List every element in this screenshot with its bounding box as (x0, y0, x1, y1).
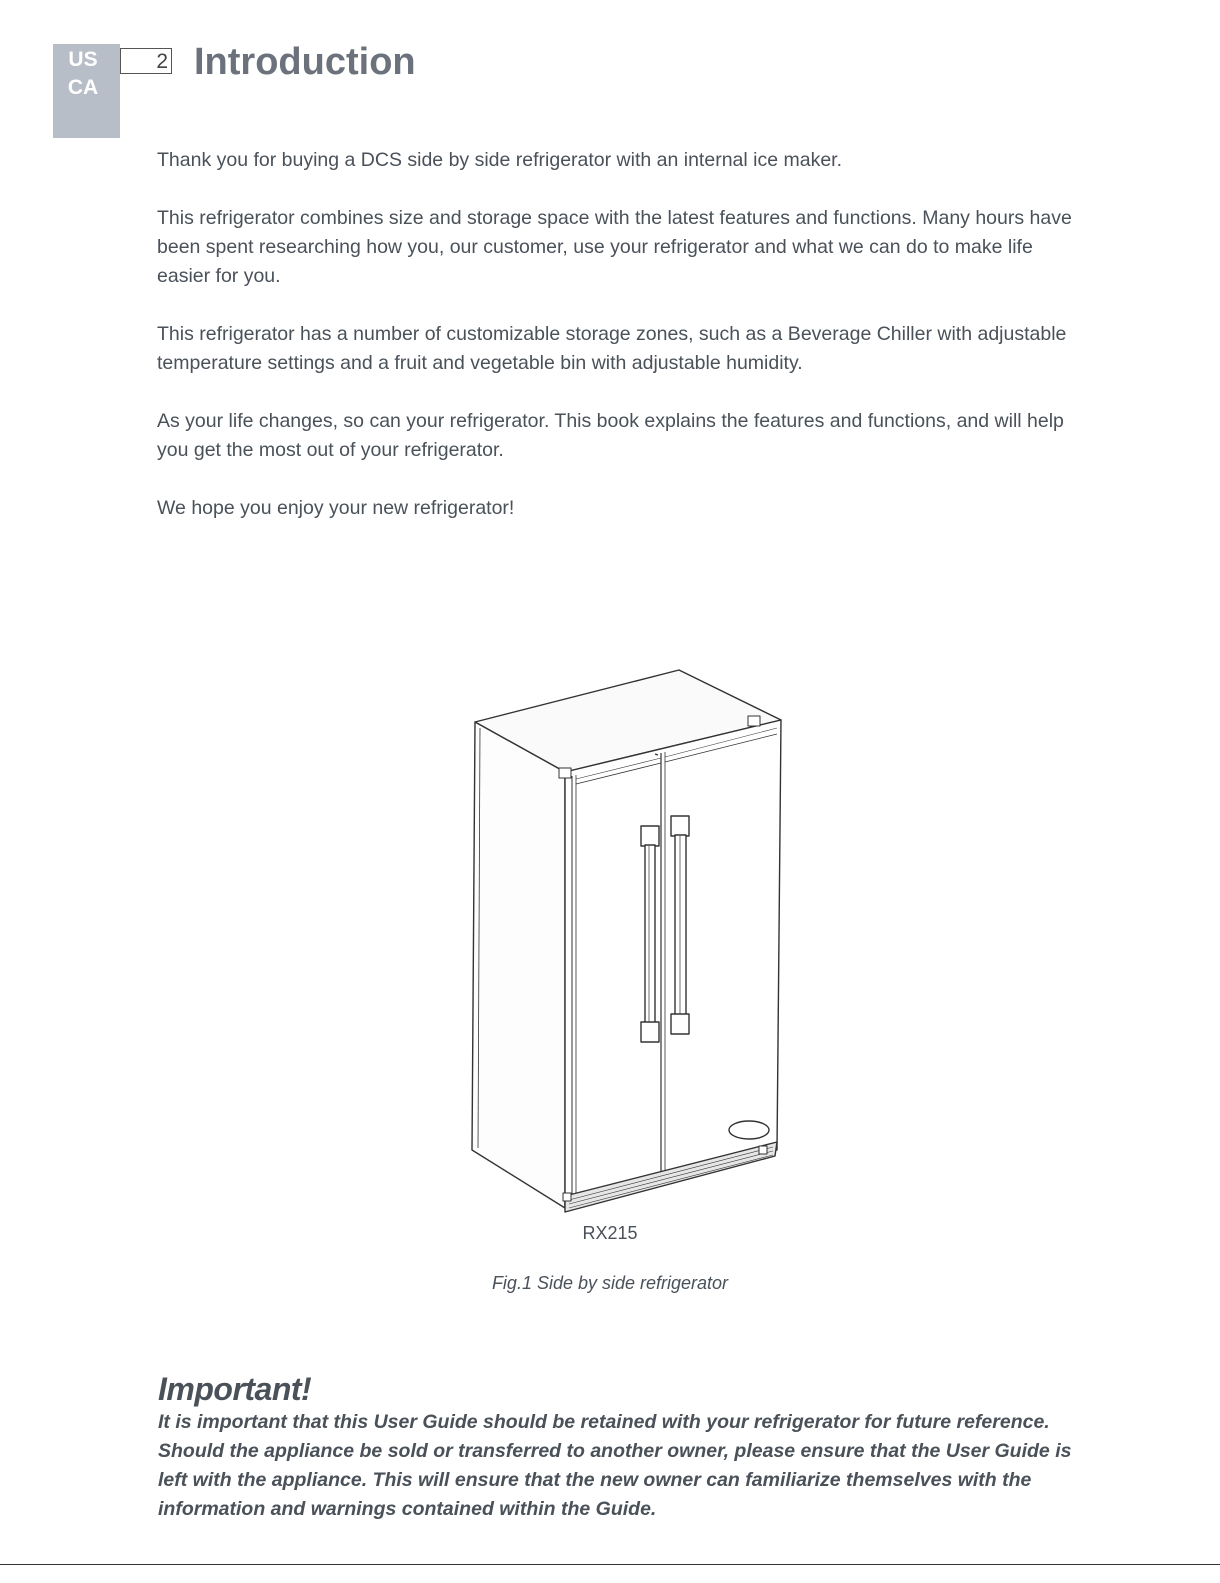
region-ca: CA (67, 76, 99, 99)
intro-paragraph-2: This refrigerator combines size and storage space with the latest features and functions. Many hours have been spent researching how you, our customer, use your refrigerator and what we can do to make life easier for you. (157, 207, 1072, 287)
figure-caption: Fig.1 Side by side refrigerator (491, 1273, 729, 1293)
region-tab (53, 44, 120, 138)
intro-paragraph-4: As your life changes, so can your refrigerator. This book explains the features and functions, and will help you get the most out of your refrigerator. (157, 410, 1064, 461)
intro-paragraph-1: Thank you for buying a DCS side by side refrigerator with an internal ice maker. (157, 149, 842, 171)
important-heading: Important! (158, 1371, 312, 1407)
intro-body (157, 146, 1087, 552)
footer-divider (0, 1564, 1220, 1565)
intro-paragraph-3: This refrigerator has a number of customizable storage zones, such as a Beverage Chiller with adjustable temperature settings and a fruit and vegetable bin with adjustable humidity. (157, 323, 1067, 374)
important-text: It is important that this User Guide should be retained with your refrigerator for future reference. Should the appliance be sold or transferred to another owner, please ensure that the User Guide is left with the appliance. This will ensure that the new owner can familiarize themselves with the information and warnings contained within the Guide. (158, 1411, 1072, 1520)
intro-paragraph-5: We hope you enjoy your new refrigerator! (157, 497, 515, 519)
model-label: RX215 (582, 1223, 638, 1243)
page-number-box (120, 48, 172, 74)
page-title: Introduction (194, 41, 416, 83)
page-number: 2 (156, 50, 168, 73)
region-us: US (68, 48, 98, 71)
refrigerator-illustration-icon (455, 660, 795, 1220)
